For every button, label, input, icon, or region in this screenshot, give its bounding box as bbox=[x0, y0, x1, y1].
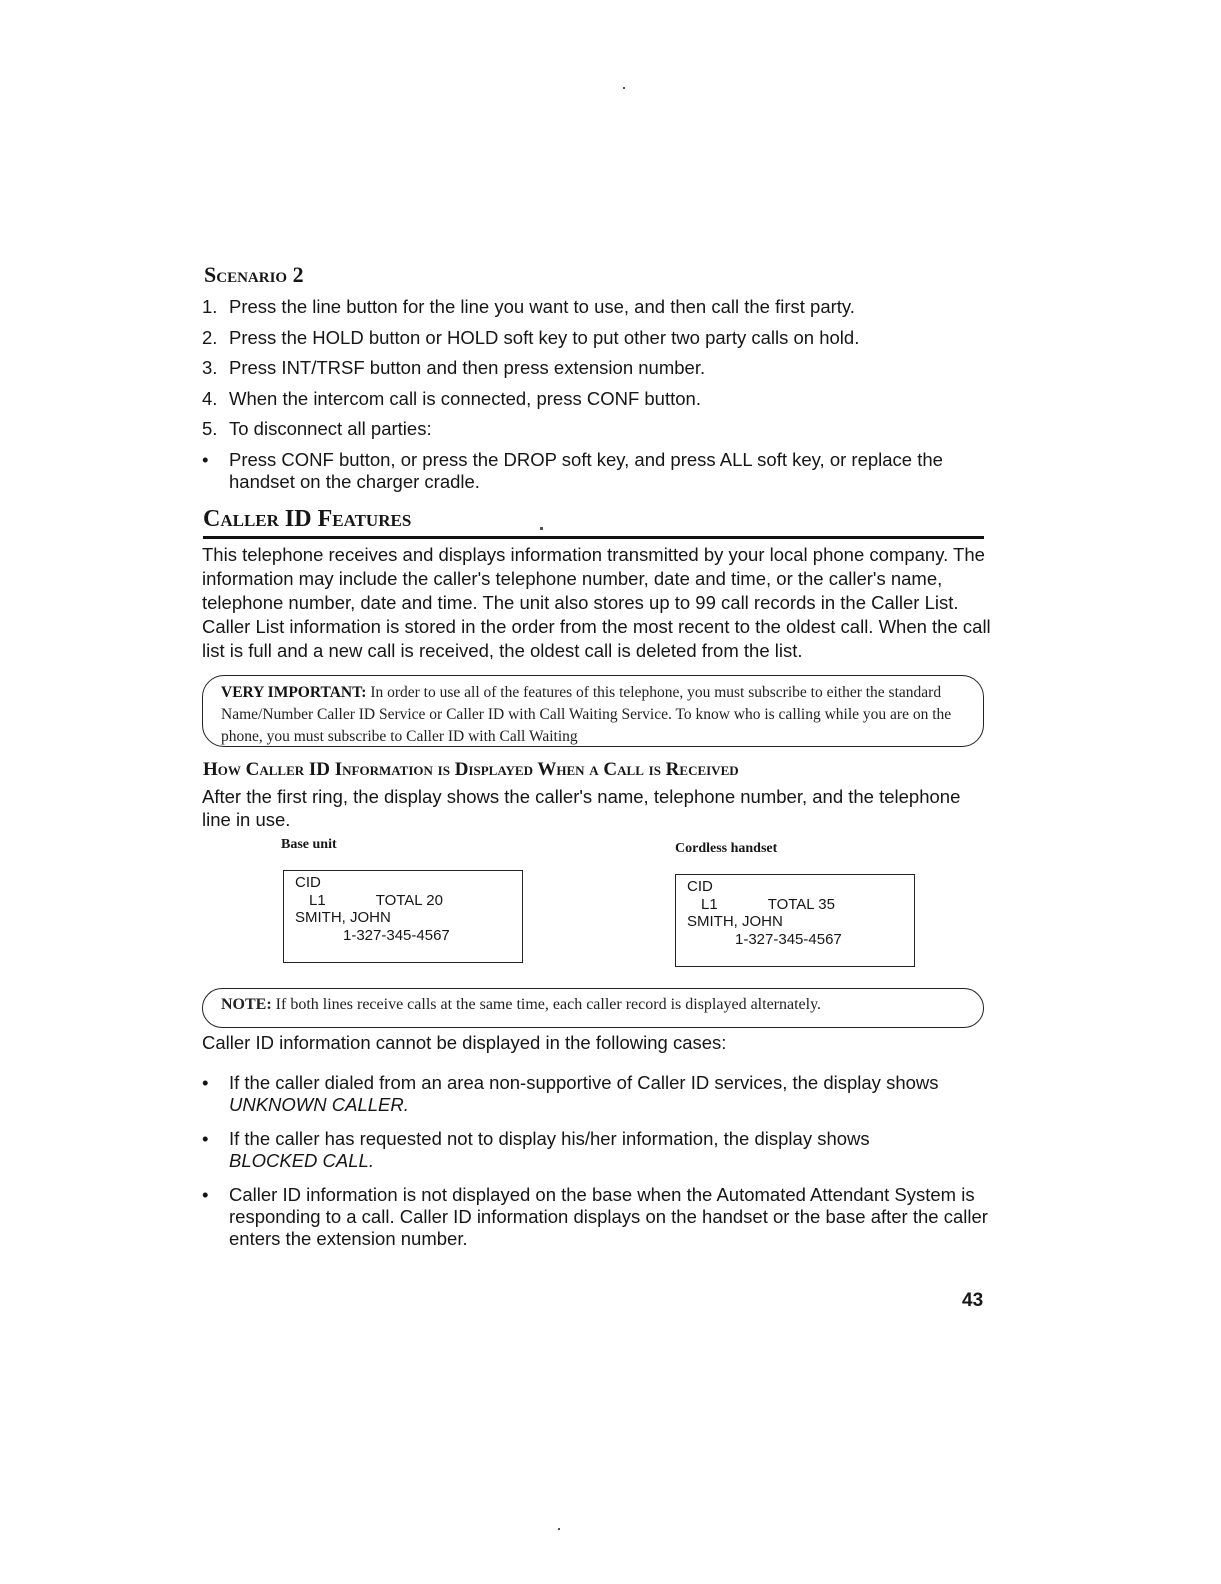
step-text: Press the line button for the line you want to use, and then call the first party. bbox=[229, 296, 855, 317]
step-number: 5. bbox=[202, 418, 218, 439]
step-item bbox=[202, 418, 992, 440]
list-item bbox=[202, 1184, 992, 1250]
important-label: VERY IMPORTANT: bbox=[221, 684, 367, 701]
note-callout bbox=[202, 988, 984, 1028]
step-item bbox=[202, 357, 992, 379]
bullet-dot: • bbox=[202, 448, 209, 470]
display-line bbox=[295, 892, 522, 910]
scan-speck bbox=[623, 87, 625, 89]
note-label: NOTE: bbox=[221, 996, 272, 1013]
base-unit-display bbox=[283, 870, 523, 963]
step-text: To disconnect all parties: bbox=[229, 418, 432, 439]
bullet-dot: • bbox=[202, 1184, 209, 1205]
bullet-dot: • bbox=[202, 1072, 209, 1093]
line-label: L1 bbox=[309, 891, 326, 909]
total-count: TOTAL 20 bbox=[375, 891, 443, 909]
step-text: Press the HOLD button or HOLD soft key to put other two party calls on hold. bbox=[229, 326, 860, 348]
how-heading: How Caller ID Information is Displayed When a Call is Received bbox=[203, 759, 739, 780]
case-text: If the caller has requested not to display his/her information, the display shows bbox=[229, 1128, 870, 1149]
scan-speck bbox=[540, 527, 543, 530]
scenario-bullet bbox=[202, 449, 992, 493]
step-number: 3. bbox=[202, 357, 218, 378]
bullet-dot: • bbox=[202, 1128, 209, 1149]
display-line: CID bbox=[295, 874, 321, 891]
caller-name: SMITH, JOHN bbox=[687, 913, 783, 930]
note-text: If both lines receive calls at the same time, each caller record is displayed alternately. bbox=[275, 996, 822, 1013]
step-text: Press INT/TRSF button and then press extension number. bbox=[229, 357, 706, 378]
case-text: Caller ID information is not displayed on the base when the Automated Attendant System is responding to a call. Caller ID information displays on the handset or the base after the caller enters the extension number. bbox=[229, 1184, 988, 1249]
step-item bbox=[202, 327, 992, 349]
display-line: CID bbox=[687, 878, 713, 895]
cases-intro: Caller ID information cannot be displayed in the following cases: bbox=[202, 1032, 727, 1053]
case-emphasis: BLOCKED CALL. bbox=[229, 1150, 374, 1171]
caller-number: 1-327-345-4567 bbox=[735, 930, 842, 948]
case-emphasis: UNKNOWN CALLER. bbox=[229, 1094, 409, 1115]
caller-name: SMITH, JOHN bbox=[295, 909, 391, 926]
heading-rule bbox=[203, 536, 984, 539]
step-number: 2. bbox=[202, 326, 218, 348]
display-line bbox=[687, 896, 914, 914]
step-item bbox=[202, 296, 992, 318]
step-item bbox=[202, 388, 992, 410]
step-number: 1. bbox=[202, 296, 218, 317]
important-text: In order to use all of the features of this telephone, you must subscribe to either the standard Name/Number Caller ID Service or Caller ID with Call Waiting Service. To know who is calling while you are on the phone, you must subscribe to Caller ID with Call Waiting bbox=[221, 684, 952, 745]
base-unit-caption: Base unit bbox=[281, 837, 337, 852]
step-number: 4. bbox=[202, 387, 218, 409]
cases-list bbox=[202, 1072, 992, 1262]
handset-display bbox=[675, 874, 915, 967]
step-text: When the intercom call is connected, press CONF button. bbox=[229, 387, 701, 409]
caller-id-intro: This telephone receives and displays information transmitted by your local phone company. The information may include the caller's telephone number, date and time, or the caller's name, telephone number, date and time. The unit also stores up to 99 call records in the Caller List. Caller List information is stored in the order from the most recent to the oldest call. When the call list is full and a new call is received, the oldest call is deleted from the list. bbox=[202, 544, 991, 661]
line-label: L1 bbox=[701, 895, 718, 913]
caller-id-heading: Caller ID Features bbox=[203, 506, 412, 532]
handset-caption: Cordless handset bbox=[675, 841, 778, 856]
scenario-heading: Scenario 2 bbox=[204, 262, 304, 287]
bullet-text: Press CONF button, or press the DROP soft key, and press ALL soft key, or replace the handset on the charger cradle. bbox=[229, 448, 943, 492]
list-item bbox=[202, 1128, 992, 1172]
caller-number: 1-327-345-4567 bbox=[343, 926, 450, 944]
list-item bbox=[202, 1072, 992, 1116]
how-text: After the first ring, the display shows the caller's name, telephone number, and the telephone line in use. bbox=[202, 786, 961, 830]
page-number: 43 bbox=[962, 1290, 984, 1311]
important-callout bbox=[202, 675, 984, 747]
total-count: TOTAL 35 bbox=[767, 895, 835, 913]
scenario-steps bbox=[202, 296, 992, 493]
case-text: If the caller dialed from an area non-supportive of Caller ID services, the display shows bbox=[229, 1072, 939, 1093]
scan-speck bbox=[558, 1528, 560, 1530]
